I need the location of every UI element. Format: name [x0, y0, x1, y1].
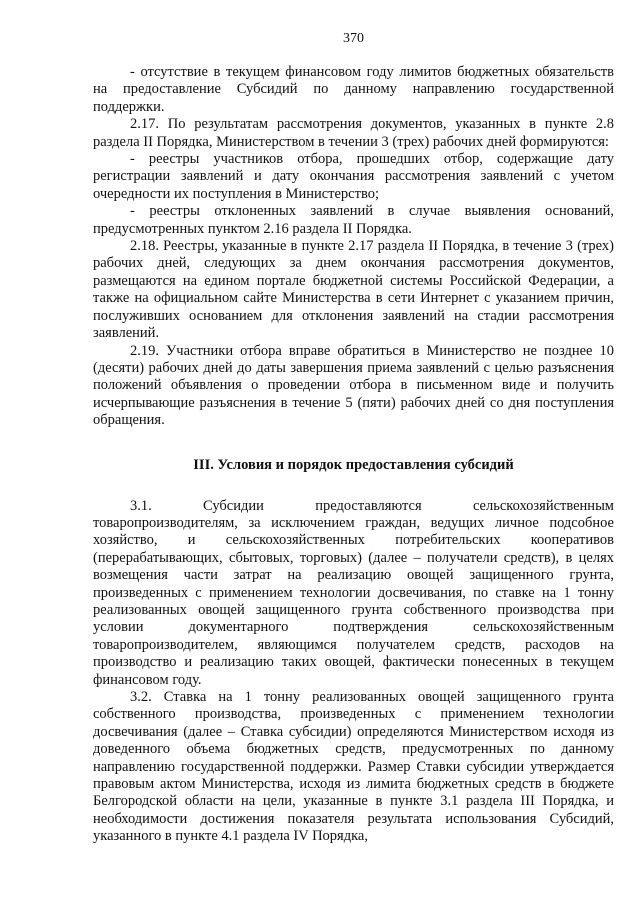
paragraph-3-1: 3.1. Субсидии предоставляются сельскохозяйственным товаропроизводителям, за исключением граждан, ведущих личное подсобное хозяйство, и сельскохозяйственных потребительских кооперативов (перерабатывающих, сбытовых, торговых) (далее – получатели средств), в целях возмещения части затрат на реализацию овощей защищенного грунта, произведенных с применением технологии досвечивания, по ставке на 1 тонну реализованных овощей защищенного грунта собственного производства при условии документарного подтверждения сельскохозяйственным товаропроизводителем, являющимся получателем средств, расходов на производство и реализацию таких овощей, фактически понесенных в текущем финансовом году.: [93, 497, 614, 688]
document-page: [93, 30, 614, 900]
paragraph-registry-rejected: - реестры отклоненных заявлений в случае выявления оснований, предусмотренных пунктом 2.16 раздела II Порядка.: [93, 203, 614, 237]
paragraph-2-19: 2.19. Участники отбора вправе обратиться в Министерство не позднее 10 (десяти) рабочих дней до даты завершения приема заявлений с целью разъяснения положений объявления о проведении отбора в письменном виде и получить исчерпывающие разъяснения в течение 5 (пяти) рабочих дней со дня поступления обращения.: [93, 342, 614, 429]
paragraph-2-18: 2.18. Реестры, указанные в пункте 2.17 раздела II Порядка, в течение 3 (трех) рабочих дней, следующих за днем окончания рассмотрения документов, размещаются на едином портале бюджетной системы Российской Федерации, а также на официальном сайте Министерства в сети Интернет с указанием причин, послуживших основанием для отклонения заявлений на стадии рассмотрения заявлений.: [93, 238, 614, 342]
paragraph-3-2: 3.2. Ставка на 1 тонну реализованных овощей защищенного грунта собственного производства, произведенных с применением технологии досвечивания (далее – Ставка субсидии) определяются Министерством исходя из доведенного объема бюджетных средств, предусмотренных по данному направлению государственной поддержки. Размер Ставки субсидии утверждается правовым актом Министерства, исходя из лимита бюджетных средств в бюджете Белгородской области на цели, указанные в пункте 3.1 раздела III Порядка, и необходимости достижения показателя результата использования Субсидий, указанного в пункте 4.1 раздела IV Порядка,: [93, 689, 614, 845]
paragraph-budget-limits: - отсутствие в текущем финансовом году лимитов бюджетных обязательств на предоставление Субсидий по данному направлению государственной поддержки.: [93, 64, 614, 115]
section-heading-iii: III. Условия и порядок предоставления субсидий: [193, 456, 514, 473]
page-number: 370: [343, 31, 364, 46]
paragraph-2-17: 2.17. По результатам рассмотрения документов, указанных в пункте 2.8 раздела II Порядка, Министерством в течении 3 (трех) рабочих дней формируются:: [93, 116, 614, 150]
paragraph-registry-participants: - реестры участников отбора, прошедших отбор, содержащие дату регистрации заявлений и дату окончания рассмотрения заявлений с учетом очередности их поступления в Министерство;: [93, 151, 614, 202]
